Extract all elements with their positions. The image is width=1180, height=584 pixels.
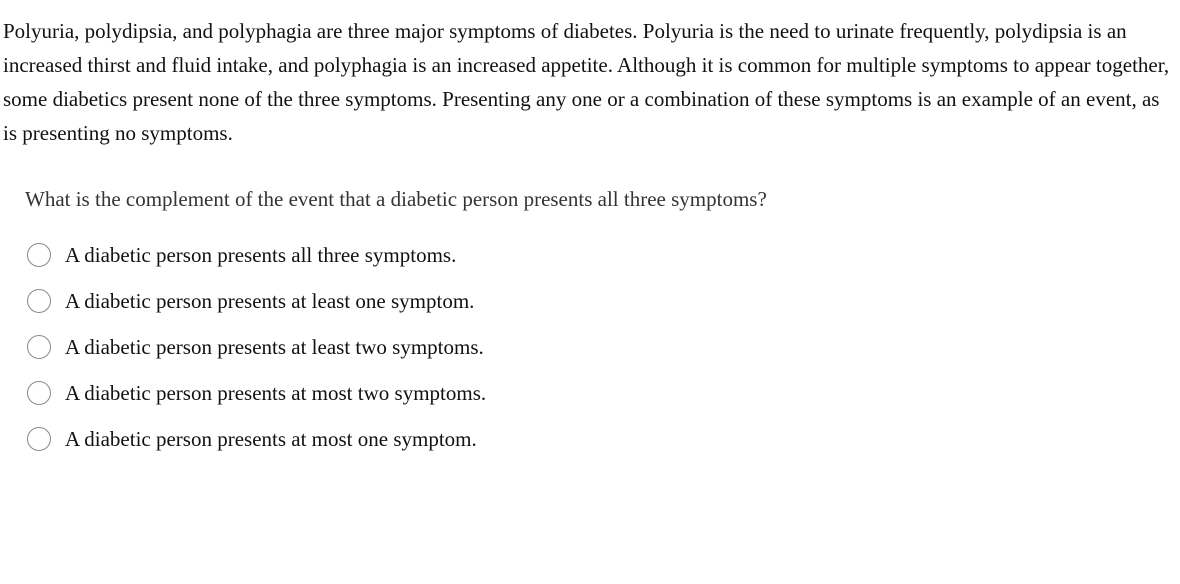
option-label: A diabetic person presents at most two symptoms. — [65, 381, 487, 405]
option-label: A diabetic person presents at least two symptoms. — [65, 335, 484, 359]
option-label: A diabetic person presents all three symptoms. — [65, 243, 457, 267]
radio-button[interactable] — [27, 243, 51, 267]
radio-button[interactable] — [27, 289, 51, 313]
answer-options — [26, 232, 486, 462]
answer-option-2[interactable] — [26, 278, 486, 324]
problem-passage: Polyuria, polydipsia, and polyphagia are three major symptoms of diabetes. Polyuria is the need to urinate frequently, polydipsia is an increased thirst and fluid intake, and polyphagia is an increased appetite. Although it is common for multiple symptoms to appear together, some diabetics present none of the three symptoms. Presenting any one or a combination of these symptoms is an example of an event, as is presenting no symptoms. — [3, 19, 1170, 145]
radio-button[interactable] — [27, 335, 51, 359]
answer-option-3[interactable] — [26, 324, 486, 370]
question-text: What is the complement of the event that a diabetic person presents all three symptoms? — [25, 187, 767, 211]
answer-option-1[interactable] — [26, 232, 486, 278]
radio-button[interactable] — [27, 427, 51, 451]
option-label: A diabetic person presents at least one symptom. — [65, 289, 475, 313]
answer-option-4[interactable] — [26, 370, 486, 416]
answer-option-5[interactable] — [26, 416, 486, 462]
radio-button[interactable] — [27, 381, 51, 405]
option-label: A diabetic person presents at most one symptom. — [65, 427, 477, 451]
